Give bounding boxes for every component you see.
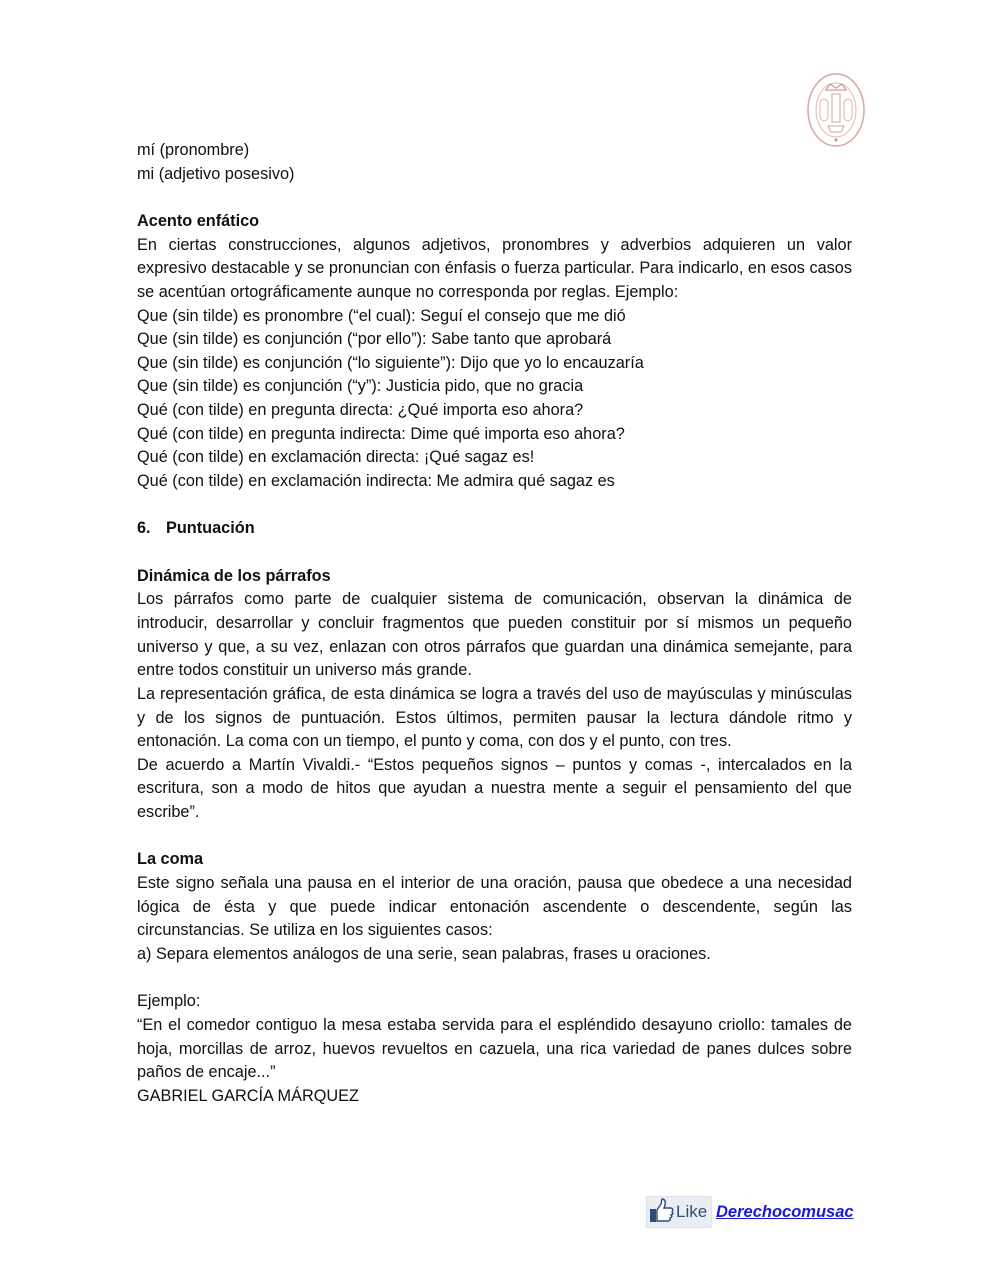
quote-author: GABRIEL GARCÍA MÁRQUEZ [137, 1086, 359, 1105]
derechocomusac-link[interactable]: Derechocomusac [716, 1202, 854, 1221]
example-line: Qué (con tilde) en pregunta indirecta: Dime qué importa eso ahora? [137, 424, 625, 443]
paragraph-dinamica-1: Los párrafos como parte de cualquier sistema de comunicación, observan la dinámica de introducir, desarrollar y concluir fragmentos que pueden constituir por sí mismos un pequeño universo y que, a su vez, enlazan con otros párrafos que guardan una dinámica semejante, para entre todos constituir un universo más grande. [137, 590, 852, 680]
heading-acento-enfatico: Acento enfático [137, 211, 260, 230]
example-line: Qué (con tilde) en pregunta directa: ¿Qué importa eso ahora? [137, 401, 584, 420]
heading-dinamica: Dinámica de los párrafos [137, 566, 331, 585]
footer [646, 1196, 854, 1228]
example-line: Que (sin tilde) es conjunción (“por ello”): Sabe tanto que aprobará [137, 330, 612, 349]
example-line: Qué (con tilde) en exclamación indirecta: Me admira qué sagaz es [137, 472, 615, 491]
document-body [137, 139, 852, 1109]
example-label: Ejemplo: [137, 992, 201, 1011]
paragraph-coma: Este signo señala una pausa en el interior de una oración, pausa que obedece a una necesidad lógica de ésta y que puede indicar entonación ascendente o descendente, según las circunstancias. Se utiliza en los siguientes casos: [137, 874, 852, 940]
example-line: Que (sin tilde) es pronombre (“el cual): Seguí el consejo que me dió [137, 306, 626, 325]
quote-paragraph: “En el comedor contiguo la mesa estaba servida para el espléndido desayuno criollo: tamales de hoja, morcillas de arroz, huevos revueltos en cazuela, una rica variedad de panes dulces sobre paños de encaje...” [137, 1015, 852, 1082]
like-button[interactable] [646, 1196, 712, 1228]
thumbs-up-icon [649, 1197, 675, 1228]
university-seal-icon [806, 72, 866, 148]
case-a-line: a) Separa elementos análogos de una serie, sean palabras, frases u oraciones. [137, 945, 711, 964]
example-line: Que (sin tilde) es conjunción (“lo siguiente”): Dijo que yo lo encauzaría [137, 353, 644, 372]
heading-la-coma: La coma [137, 850, 204, 869]
paragraph-dinamica-2: La representación gráfica, de esta dinámica se logra a través del uso de mayúsculas y minúsculas y de los signos de puntuación. Estos últimos, permiten pausar la lectura dándole ritmo y entonación. La coma con un tiempo, el punto y coma, con dos y el punto, con tres. [137, 684, 852, 751]
paragraph-acento: En ciertas construcciones, algunos adjetivos, pronombres y adverbios adquieren un valor expresivo destacable y se pronuncian con énfasis o fuerza particular. Para indicarlo, en esos casos se acentúan ortográficamente aunque no corresponda por reglas. Ejemplo: [137, 235, 852, 301]
section-title: Puntuación [166, 519, 255, 538]
example-line: Que (sin tilde) es conjunción (“y”): Justicia pido, que no gracia [137, 377, 584, 396]
section-number: 6. [137, 519, 151, 538]
intro-line: mi (adjetivo posesivo) [137, 164, 295, 183]
section-heading-puntuacion [137, 517, 852, 541]
example-line: Qué (con tilde) en exclamación directa: ¡Qué sagaz es! [137, 448, 535, 467]
paragraph-dinamica-3: De acuerdo a Martín Vivaldi.- “Estos pequeños signos – puntos y comas -, intercalados en la escritura, son a modo de hitos que ayudan a nuestra mente a seguir el pensamiento del que escribe”. [137, 755, 852, 822]
intro-line: mí (pronombre) [137, 141, 250, 159]
like-label: Like [676, 1202, 708, 1221]
